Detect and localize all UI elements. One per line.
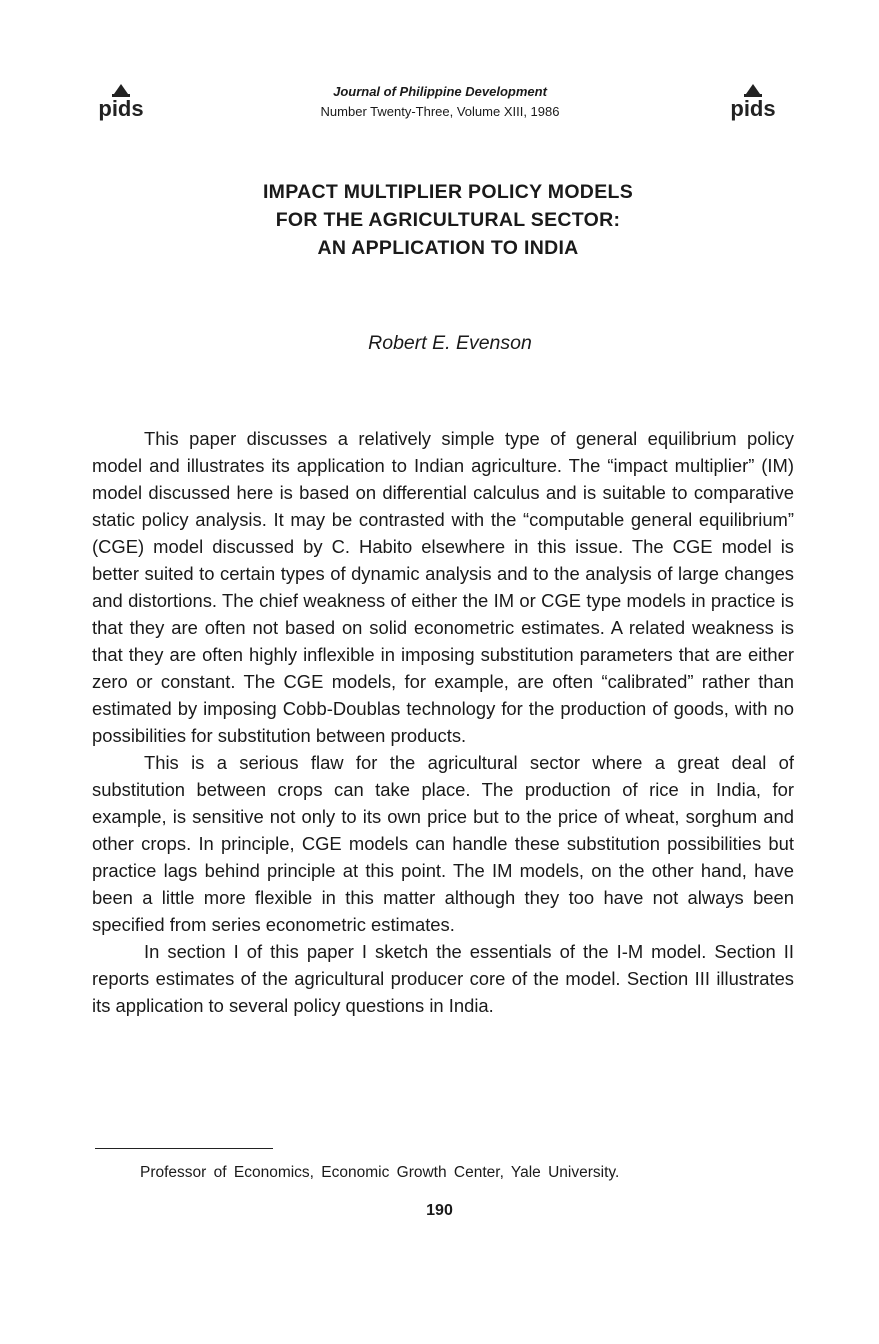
title-line-1: IMPACT MULTIPLIER POLICY MODELS <box>262 181 634 203</box>
paragraph: This is a serious flaw for the agricultural sector where a great deal of substitution between crops can take place. The production of rice in India, for example, is sensitive not only to its own price but to the price of wheat, sorghum and other crops. In principle, CGE models can handle these substitution possibilities but practice lags behind principle at this point. The IM models, on the other hand, have been a little more flexible in this matter although they too have not always been specified from series econometric estimates. <box>92 752 794 935</box>
paragraph: In section I of this paper I sketch the essentials of the I-M model. Section II reports estimates of the agricultural producer core of the model. Section III illustrates its application to several policy questions in India. <box>92 941 794 1016</box>
title-line-3: AN APPLICATION TO INDIA <box>317 237 579 259</box>
author-name: Robert E. Evenson <box>368 332 532 354</box>
pids-logo-right <box>718 82 788 122</box>
journal-title: Journal of Philippine Development <box>333 84 547 99</box>
footnote-divider <box>95 1148 273 1149</box>
journal-issue: Number Twenty-Three, Volume XIII, 1986 <box>320 104 560 119</box>
paragraph: This paper discusses a relatively simple type of general equilibrium policy model and illustrates its application to Indian agriculture. The “impact multiplier” (IM) model discussed here is based on differential calculus and is suitable to comparative static policy analysis. It may be contrasted with the “computable general equilibrium” (CGE) model discussed by C. Habito elsewhere in this issue. The CGE model is better suited to certain types of dynamic analysis and to the analysis of large changes and distortions. The chief weakness of either the IM or CGE type models in practice is that they are often not based on solid econometric estimates. A related weakness is that they are often highly inflexible in imposing substitution parameters that are either zero or constant. The CGE models, for example, are often “calibrated” rather than estimated by imposing Cobb-Doublas technology for the production of goods, with no possibilities for substitution between products. <box>92 428 794 746</box>
journal-header <box>250 82 630 122</box>
body-text <box>92 425 794 1019</box>
title-line-2: FOR THE AGRICULTURAL SECTOR: <box>275 209 621 231</box>
paper-title <box>150 178 746 262</box>
pids-logo-text: pids <box>730 96 776 121</box>
pids-logo-text: pids <box>98 96 144 121</box>
author-footnote: Professor of Economics, Economic Growth Center, Yale University. <box>140 1164 620 1181</box>
pids-logo-left <box>86 82 156 122</box>
page-number: 190 <box>426 1202 453 1219</box>
